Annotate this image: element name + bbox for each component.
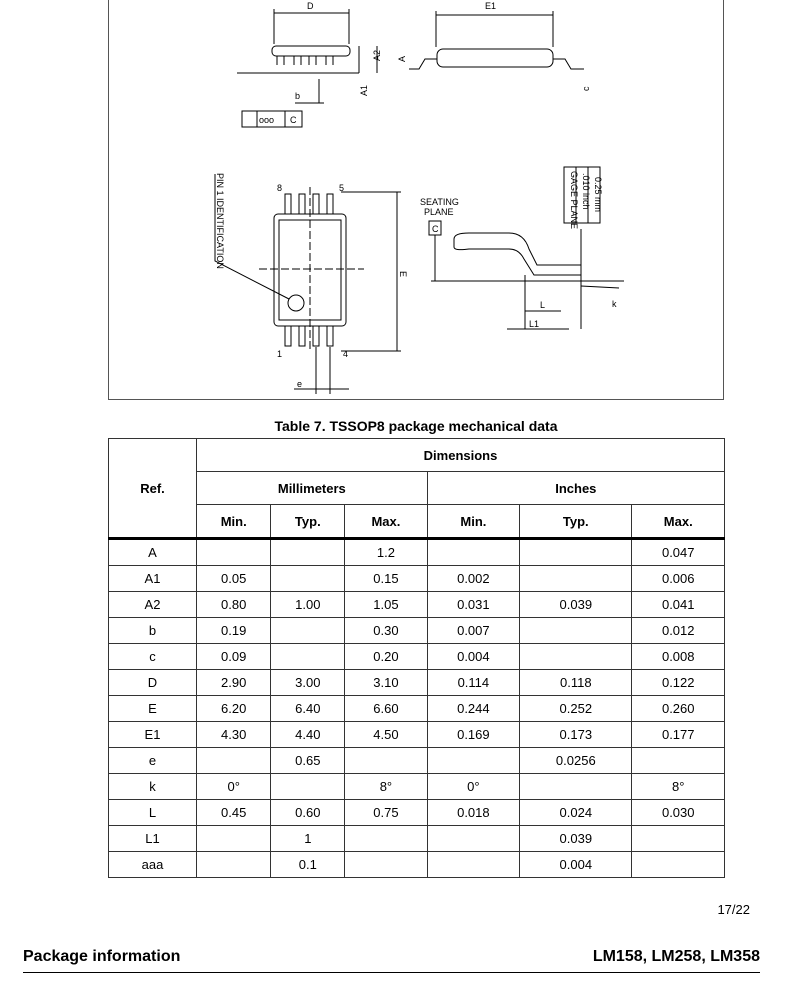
mm-max-header: Max. [345,505,427,539]
table-cell: 6.60 [345,696,427,722]
ref-cell: c [109,644,197,670]
table-row [109,748,725,774]
table-row [109,800,725,826]
table-cell: 0.169 [427,722,519,748]
table-cell: 0° [427,774,519,800]
table-cell: 0.65 [271,748,345,774]
label-c: c [581,86,591,91]
table-cell: 0.1 [271,852,345,878]
table-cell [520,618,632,644]
table-cell: 0.19 [197,618,271,644]
package-drawing [108,0,724,400]
table-cell: 0.60 [271,800,345,826]
table-cell: 0.09 [197,644,271,670]
table-cell: 0.177 [632,722,725,748]
in-min-header: Min. [427,505,519,539]
label-e-small: e [297,379,303,389]
table-cell: 0.05 [197,566,271,592]
table-cell: 4.40 [271,722,345,748]
table-cell: 0.260 [632,696,725,722]
table-cell [632,826,725,852]
table-cell: 0.173 [520,722,632,748]
table-cell: 0.122 [632,670,725,696]
table-cell [427,852,519,878]
label-pin-4: 4 [343,349,349,359]
label-ccc: ooo [259,115,275,125]
table-cell: 6.20 [197,696,271,722]
table-cell: 3.00 [271,670,345,696]
table-cell [271,618,345,644]
label-pin-1: 1 [277,349,283,359]
ref-cell: A [109,539,197,566]
table-cell: 0.75 [345,800,427,826]
inches-header: Inches [427,472,724,505]
table-cell: 0.041 [632,592,725,618]
ref-cell: A1 [109,566,197,592]
footer-section-title: Package information [23,948,181,965]
table-cell: 0.047 [632,539,725,566]
label-gage-mm: 0.25 mm [593,177,603,213]
table-cell: 0.007 [427,618,519,644]
table-row [109,696,725,722]
table-cell: 6.40 [271,696,345,722]
page-footer [23,946,760,973]
label-b: b [295,91,301,101]
table-cell [271,644,345,670]
ref-cell: E [109,696,197,722]
table-cell [197,826,271,852]
millimeters-header: Millimeters [197,472,428,505]
table-cell: 0.45 [197,800,271,826]
label-d: D [307,1,314,11]
table-cell [427,539,519,566]
table-cell [345,826,427,852]
table-cell: 0.008 [632,644,725,670]
label-gage-plane: GAGE PLANE [569,171,579,230]
table-cell [197,539,271,566]
table-cell [520,566,632,592]
table-cell: 0.006 [632,566,725,592]
table-cell [271,539,345,566]
ref-cell: L [109,800,197,826]
table-row [109,774,725,800]
label-l1: L1 [529,319,540,329]
table-row [109,826,725,852]
table-cell [197,748,271,774]
label-pin-5: 5 [339,183,345,193]
label-a: A [397,55,407,62]
ref-header: Ref. [109,439,197,539]
table-cell: 0.039 [520,592,632,618]
table-cell: 0.252 [520,696,632,722]
table-cell: 3.10 [345,670,427,696]
label-k: k [612,299,617,309]
label-l: L [540,300,546,310]
table-row [109,722,725,748]
table-cell: 0.030 [632,800,725,826]
table-cell: 0.114 [427,670,519,696]
table-row [109,566,725,592]
mm-min-header: Min. [197,505,271,539]
table-cell [345,852,427,878]
table-cell [345,748,427,774]
label-seating-c: C [432,224,439,234]
mechanical-data-table [108,438,725,878]
page-number: 17/22 [717,902,750,917]
ref-cell: k [109,774,197,800]
table-cell [271,774,345,800]
dimensions-header: Dimensions [197,439,725,472]
ref-cell: e [109,748,197,774]
table-cell: 0.244 [427,696,519,722]
table-cell: 0.0256 [520,748,632,774]
ref-cell: E1 [109,722,197,748]
table-cell: 0.039 [520,826,632,852]
table-cell [197,852,271,878]
table-cell: 1.05 [345,592,427,618]
table-row [109,644,725,670]
table-row [109,618,725,644]
table-cell: 0.031 [427,592,519,618]
label-pin1-identification: PIN 1 IDENTIFICATION [215,173,225,269]
table-cell [427,826,519,852]
table-row [109,539,725,566]
label-c-ref: C [290,115,297,125]
table-body [109,539,725,878]
label-pin-8: 8 [277,183,283,193]
in-typ-header: Typ. [520,505,632,539]
ref-cell: b [109,618,197,644]
footer-part-numbers: LM158, LM258, LM358 [592,948,760,965]
table-cell: 0.002 [427,566,519,592]
table-cell: 1.00 [271,592,345,618]
table-cell: 0° [197,774,271,800]
mm-typ-header: Typ. [271,505,345,539]
table-cell: 1 [271,826,345,852]
table-cell: 0.012 [632,618,725,644]
table-title: Table 7. TSSOP8 package mechanical data [274,418,558,434]
ref-cell: A2 [109,592,197,618]
in-max-header: Max. [632,505,725,539]
table-cell: 1.2 [345,539,427,566]
table-cell: 2.90 [197,670,271,696]
table-cell [427,748,519,774]
table-cell [520,539,632,566]
ref-cell: L1 [109,826,197,852]
table-cell: 0.118 [520,670,632,696]
table-cell: 0.15 [345,566,427,592]
table-cell [520,774,632,800]
label-gage-inch: .010 inch [581,173,591,210]
table-cell: 0.018 [427,800,519,826]
table-cell: 0.30 [345,618,427,644]
label-plane: PLANE [424,207,454,217]
table-row [109,852,725,878]
table-cell [632,852,725,878]
table-cell: 4.30 [197,722,271,748]
table-cell: 0.024 [520,800,632,826]
table-cell [520,644,632,670]
label-a1: A1 [359,84,369,96]
table-cell: 4.50 [345,722,427,748]
table-row [109,592,725,618]
label-e-big: E [398,271,408,278]
label-seating: SEATING [420,197,459,207]
table-cell: 0.004 [520,852,632,878]
label-e1: E1 [485,1,497,11]
table-cell: 0.80 [197,592,271,618]
table-cell: 8° [345,774,427,800]
ref-cell: D [109,670,197,696]
table-row [109,670,725,696]
table-cell: 0.20 [345,644,427,670]
package-outline-svg [109,0,725,401]
table-cell: 0.004 [427,644,519,670]
table-cell: 8° [632,774,725,800]
ref-cell: aaa [109,852,197,878]
table-cell [632,748,725,774]
table-cell [271,566,345,592]
label-a2: A2 [372,49,382,61]
